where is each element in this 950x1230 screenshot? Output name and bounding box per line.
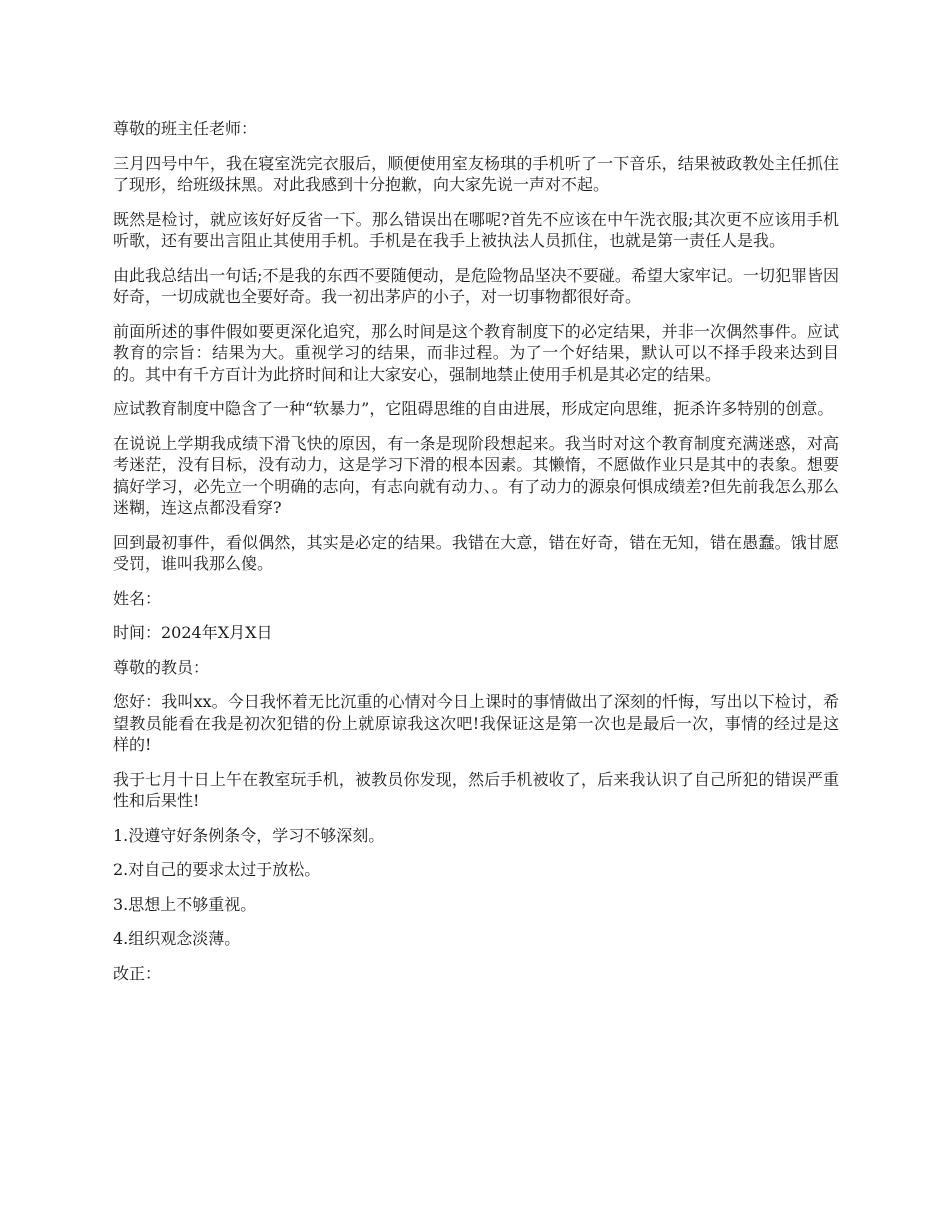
paragraph-conclusion: 回到最初事件，看似偶然，其实是必定的结果。我错在大意，错在好奇，错在无知，错在愚蠢。饿甘愿受罚，谁叫我那么傻。	[113, 532, 839, 573]
paragraph-phone-incident: 我于七月十日上午在教室玩手机，被教员你发现，然后手机被收了，后来我认识了自己所犯的错误严重性和后果性!	[113, 769, 839, 810]
paragraph-soft-violence: 应试教育制度中隐含了一种“软暴力”，它阻碍思维的自由进展，形成定向思维，扼杀许多特别的创意。	[113, 399, 834, 418]
list-item-4: 4.组织观念淡薄。	[113, 929, 241, 948]
paragraph-incident: 三月四号中午，我在寝室洗完衣服后，顺便使用室友杨琪的手机听了一下音乐，结果被政教处主任抓住了现形，给班级抹黑。对此我感到十分抱歉，向大家先说一声对不起。	[113, 153, 839, 194]
list-item-2: 2.对自己的要求太过于放松。	[113, 860, 321, 879]
salutation-teacher: 尊敬的班主任老师：	[113, 119, 258, 138]
name-field: 姓名：	[113, 588, 162, 608]
correction-heading: 改正：	[113, 963, 162, 983]
document-body	[113, 118, 839, 997]
paragraph-summary: 由此我总结出一句话;不是我的东西不要随便动，是危险物品坚决不要碰。希望大家牢记。一切犯罪皆因好奇，一切成就也全要好奇。我一初出茅庐的小子，对一切事物都很好奇。	[113, 265, 839, 306]
paragraph-reflection: 既然是检讨，就应该好好反省一下。那么错误出在哪呢?首先不应该在中午洗衣服;其次更不应该用手机听歌，还有要出言阻止其使用手机。手机是在我手上被执法人员抓住，也就是第一责任人是我。	[113, 209, 839, 250]
paragraph-greeting: 您好：我叫xx。今日我怀着无比沉重的心情对今日上课时的事情做出了深刻的忏悔，写出以下检讨，希望教员能看在我是初次犯错的份上就原谅我这次吧!我保证这是第一次也是最后一次，事情的经过是这样的!	[113, 692, 839, 754]
date-field: 时间：2024年X月X日	[113, 623, 273, 642]
list-item-1: 1.没遵守好条例条令，学习不够深刻。	[113, 825, 385, 845]
salutation-instructor: 尊敬的教员：	[113, 657, 210, 677]
paragraph-analysis: 前面所述的事件假如要更深化追究，那么时间是这个教育制度下的必定结果，并非一次偶然事件。应试教育的宗旨：结果为大。重视学习的结果，而非过程。为了一个好结果，默认可以不择手段来达到目的。其中有千方百计为此挤时间和让大家安心，强制地禁止使用手机是其必定的结果。	[113, 321, 839, 384]
list-item-3: 3.思想上不够重视。	[113, 894, 257, 914]
paragraph-grades: 在说说上学期我成绩下滑飞快的原因，有一条是现阶段想起来。我当时对这个教育制度充满迷惑，对高考迷茫，没有目标，没有动力，这是学习下滑的根本因素。其懒惰，不愿做作业只是其中的表象。想要搞好学习，必先立一个明确的志向，有志向就有动力、。有了动力的源泉何惧成绩差?但先前我怎么那么迷糊，连这点都没看穿?	[113, 433, 839, 517]
